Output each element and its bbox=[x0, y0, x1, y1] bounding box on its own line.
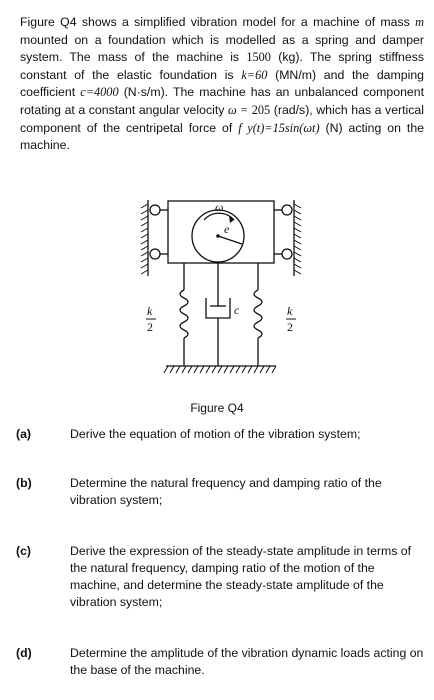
right-spring-den: 2 bbox=[287, 320, 293, 334]
stiffness-expression: k=60 bbox=[241, 67, 268, 82]
left-spring bbox=[180, 290, 188, 338]
figure-caption: Figure Q4 bbox=[190, 401, 244, 415]
problem-statement bbox=[20, 14, 424, 155]
vibration-model-diagram bbox=[126, 198, 316, 388]
omega-value: 205 bbox=[251, 102, 271, 117]
question-text: Derive the equation of motion of the vibration system; bbox=[70, 427, 361, 441]
intro-text-7: (N) acting on the machine. bbox=[20, 120, 424, 153]
question-label: (a) bbox=[16, 427, 32, 441]
eccentricity-label: e bbox=[224, 222, 230, 236]
omega-label: ω bbox=[215, 200, 224, 214]
omega-expression: ω = bbox=[227, 102, 249, 117]
roller-left-bottom bbox=[150, 249, 160, 259]
vibration-model-figure bbox=[126, 198, 316, 388]
mass-value: 1500 bbox=[246, 50, 271, 65]
intro-text-3: (kg). The spring stiffness constant of the elastic foundation is bbox=[20, 50, 424, 82]
question-label: (d) bbox=[16, 646, 32, 660]
intro-text-6: (rad/s), which has a vertical component of the centripetal force of bbox=[20, 102, 424, 135]
roller-left-top bbox=[150, 205, 160, 215]
right-spring bbox=[254, 290, 262, 338]
intro-text-1: Figure Q4 shows a simplified vibration model for a machine of mass bbox=[20, 15, 410, 29]
damper-label: c bbox=[234, 303, 240, 317]
damping-expression: c=4000 bbox=[80, 85, 119, 100]
question-text: Determine the amplitude of the vibration dynamic loads acting on the base of the machine. bbox=[70, 646, 424, 677]
force-expression: f y(t)=15sin(ωt) bbox=[238, 120, 320, 135]
roller-right-bottom bbox=[282, 249, 292, 259]
question-text: Determine the natural frequency and damping ratio of the vibration system; bbox=[70, 476, 382, 507]
intro-text-4: (MN/m) and the damping coefficient bbox=[20, 67, 424, 100]
eccentric-radius bbox=[218, 236, 242, 244]
question-text: Derive the expression of the steady-state amplitude in terms of the natural frequency, damping ratio of the motion of the machine, and determine the steady-state amplitude of the vibration system; bbox=[70, 544, 412, 609]
left-spring-den: 2 bbox=[147, 320, 153, 334]
intro-text-5: (N·s/m). The machine has an unbalanced component rotating at a constant angular velocity bbox=[20, 85, 424, 117]
mass-symbol: m bbox=[415, 15, 424, 29]
left-spring-k: k bbox=[147, 304, 153, 318]
intro-text-2: mounted on a foundation which is modelled as a spring and damper system. The mass of the machine is bbox=[20, 32, 424, 65]
question-label: (b) bbox=[16, 476, 32, 490]
roller-right-top bbox=[282, 205, 292, 215]
question-label: (c) bbox=[16, 544, 32, 558]
right-spring-k: k bbox=[287, 304, 293, 318]
